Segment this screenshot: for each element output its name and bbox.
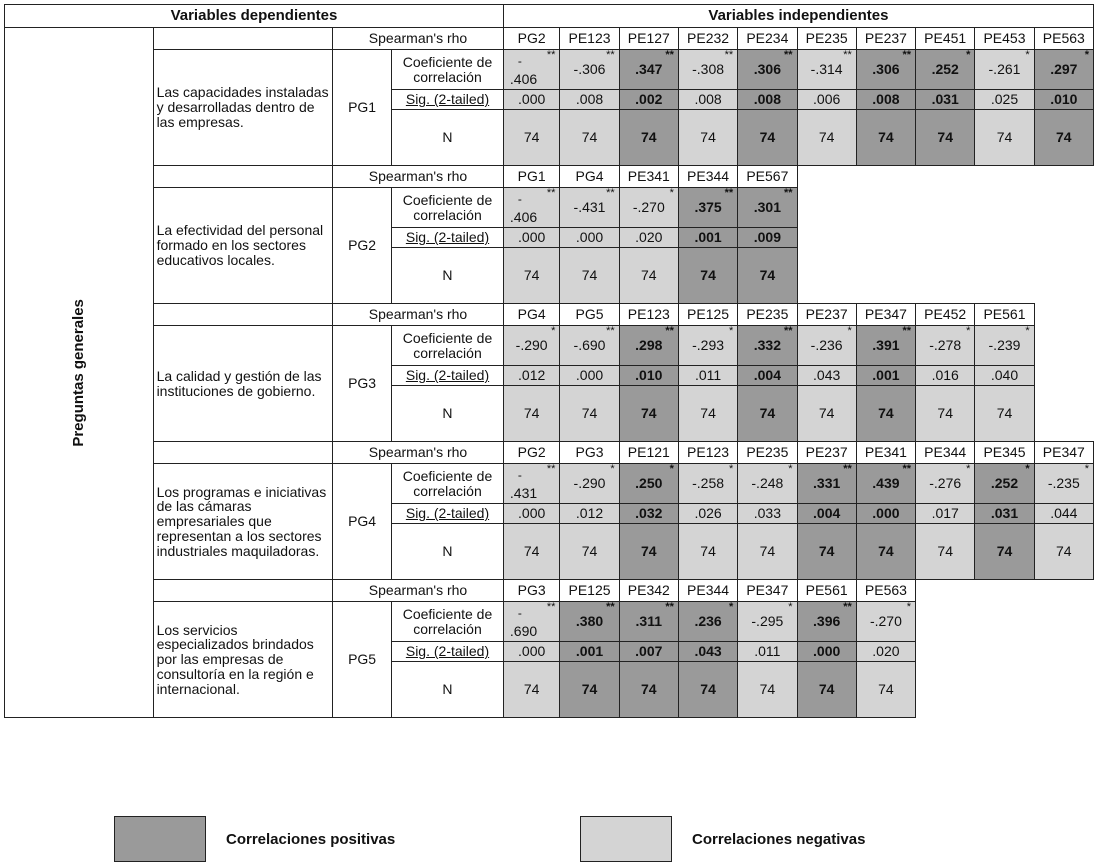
sig-cell: .008 xyxy=(560,90,619,110)
coef-value: .331 xyxy=(813,475,841,492)
var-header: PE123 xyxy=(560,28,619,50)
n-label: N xyxy=(392,524,504,580)
coef-minus: - xyxy=(517,192,522,206)
n-cell: 74 xyxy=(619,248,678,304)
legend-negative xyxy=(580,816,865,862)
n-cell: 74 xyxy=(560,110,619,166)
side-label-text: Preguntas generales xyxy=(69,298,87,447)
n-cell: 74 xyxy=(619,524,678,580)
coef-cell xyxy=(560,50,619,90)
significance-stars: * xyxy=(1025,463,1030,475)
var-header: PE563 xyxy=(856,580,915,602)
question-description: Los servicios especializados brindados por las empresas de consultoría en la región e internacional. xyxy=(153,602,333,718)
var-header: PG1 xyxy=(503,166,559,188)
side-label xyxy=(5,28,154,718)
var-header: PE237 xyxy=(797,304,856,326)
header-dependent: Variables dependientes xyxy=(5,5,504,28)
significance-stars: ** xyxy=(546,463,556,475)
coef-value: -.258 xyxy=(692,475,725,492)
n-cell: 74 xyxy=(856,110,915,166)
question-code: PG1 xyxy=(333,50,392,166)
coef-cell xyxy=(619,326,678,366)
coef-value: .306 xyxy=(872,61,900,78)
n-cell: 74 xyxy=(678,662,737,718)
var-header: PE341 xyxy=(856,442,915,464)
n-cell: 74 xyxy=(975,386,1034,442)
n-cell: 74 xyxy=(619,662,678,718)
sig-cell: .044 xyxy=(1034,504,1093,524)
sig-cell: .040 xyxy=(975,366,1034,386)
n-cell: 74 xyxy=(856,524,915,580)
coef-cell xyxy=(797,50,856,90)
var-header: PE567 xyxy=(738,166,797,188)
coef-value: -.306 xyxy=(573,61,606,78)
coef-value: .236 xyxy=(694,613,722,630)
significance-stars: * xyxy=(669,187,674,199)
n-cell: 74 xyxy=(738,386,797,442)
sig-cell: .032 xyxy=(619,504,678,524)
rho-spacer xyxy=(153,304,333,326)
sig-cell: .008 xyxy=(678,90,737,110)
significance-stars: ** xyxy=(665,49,674,61)
coef-cell xyxy=(856,602,915,642)
var-header: PE347 xyxy=(738,580,797,602)
sig-cell: .000 xyxy=(797,642,856,662)
coef-minus: - xyxy=(517,606,522,620)
n-cell: 74 xyxy=(975,110,1034,166)
sig-cell: .011 xyxy=(738,642,797,662)
var-header: PE125 xyxy=(678,304,737,326)
header-independent: Variables independientes xyxy=(503,5,1093,28)
coef-label: Coeficiente de correlación xyxy=(392,326,504,366)
coef-value: .306 xyxy=(753,61,781,78)
significance-stars: ** xyxy=(843,463,852,475)
coef-cell xyxy=(856,50,915,90)
significance-stars: ** xyxy=(546,187,556,199)
coef-cell xyxy=(738,602,797,642)
significance-stars: ** xyxy=(546,601,556,613)
sig-cell: .012 xyxy=(560,504,619,524)
sig-label: Sig. (2-tailed) xyxy=(392,642,504,662)
coef-value: -.278 xyxy=(929,337,962,354)
sig-cell: .011 xyxy=(678,366,737,386)
coef-value: -.261 xyxy=(988,61,1021,78)
coef-cell xyxy=(916,50,975,90)
coef-minus: - xyxy=(517,468,522,482)
rho-spacer xyxy=(153,28,333,50)
coef-value: -.248 xyxy=(751,475,784,492)
sig-cell: .026 xyxy=(678,504,737,524)
coef-cell xyxy=(975,326,1034,366)
coef-value: -.314 xyxy=(810,61,843,78)
significance-stars: * xyxy=(610,463,615,475)
sig-cell: .031 xyxy=(916,90,975,110)
significance-stars: ** xyxy=(783,49,793,61)
n-cell: 74 xyxy=(975,524,1034,580)
sig-cell: .043 xyxy=(797,366,856,386)
var-header: PE451 xyxy=(916,28,975,50)
significance-stars: ** xyxy=(606,49,615,61)
significance-stars: ** xyxy=(724,187,734,199)
coef-cell xyxy=(856,464,915,504)
n-cell: 74 xyxy=(560,248,619,304)
coef-value: -.431 xyxy=(573,199,606,216)
coef-label: Coeficiente de correlación xyxy=(392,50,504,90)
n-cell: 74 xyxy=(560,662,619,718)
var-header: PE561 xyxy=(975,304,1034,326)
var-header: PE341 xyxy=(619,166,678,188)
sig-cell: .002 xyxy=(619,90,678,110)
sig-cell: .000 xyxy=(503,504,559,524)
n-cell: 74 xyxy=(503,110,559,166)
significance-stars: * xyxy=(669,463,674,475)
n-label: N xyxy=(392,248,504,304)
var-header: PE232 xyxy=(678,28,737,50)
var-header: PE123 xyxy=(678,442,737,464)
rho-label: Spearman's rho xyxy=(333,304,504,326)
sig-label: Sig. (2-tailed) xyxy=(392,90,504,110)
sig-cell: .020 xyxy=(856,642,915,662)
coef-cell xyxy=(738,464,797,504)
coef-cell xyxy=(916,326,975,366)
question-description: La efectividad del personal formado en los sectores educativos locales. xyxy=(153,188,333,304)
n-cell: 74 xyxy=(619,110,678,166)
var-header: PE235 xyxy=(797,28,856,50)
coef-value: .396 xyxy=(813,613,841,630)
sig-cell: .000 xyxy=(503,90,559,110)
coef-value: .380 xyxy=(575,613,604,630)
var-header: PE234 xyxy=(738,28,797,50)
sig-cell: .008 xyxy=(738,90,797,110)
sig-label: Sig. (2-tailed) xyxy=(392,228,504,248)
var-header: PE237 xyxy=(797,442,856,464)
coef-cell xyxy=(503,50,559,90)
var-header: PE347 xyxy=(856,304,915,326)
significance-stars: * xyxy=(966,325,971,337)
n-cell: 74 xyxy=(678,248,737,304)
significance-stars: ** xyxy=(783,187,793,199)
sig-cell: .000 xyxy=(856,504,915,524)
coef-cell xyxy=(797,602,856,642)
var-header: PE344 xyxy=(678,580,737,602)
n-label: N xyxy=(392,662,504,718)
n-cell: 74 xyxy=(678,386,737,442)
significance-stars: ** xyxy=(606,325,615,337)
coef-value: .252 xyxy=(990,475,1019,492)
var-header: PE347 xyxy=(1034,442,1093,464)
coef-cell xyxy=(619,50,678,90)
coef-value: .347 xyxy=(635,61,663,78)
coef-cell xyxy=(560,326,619,366)
var-header: PG4 xyxy=(560,166,619,188)
var-header: PE123 xyxy=(619,304,678,326)
sig-cell: .001 xyxy=(560,642,619,662)
var-header: PE344 xyxy=(678,166,737,188)
sig-cell: .007 xyxy=(619,642,678,662)
sig-cell: .000 xyxy=(503,228,559,248)
var-header: PE453 xyxy=(975,28,1034,50)
significance-stars: ** xyxy=(783,325,793,337)
significance-stars: * xyxy=(966,49,971,61)
coef-value: -.270 xyxy=(869,613,902,630)
coef-cell xyxy=(619,188,678,228)
n-cell: 74 xyxy=(916,110,975,166)
significance-stars: * xyxy=(728,463,734,475)
n-cell: 74 xyxy=(856,386,915,442)
coef-cell xyxy=(560,464,619,504)
n-cell: 74 xyxy=(916,386,975,442)
rho-label: Spearman's rho xyxy=(333,442,504,464)
n-cell: 74 xyxy=(738,110,797,166)
significance-stars: ** xyxy=(606,601,615,613)
question-code: PG4 xyxy=(333,464,392,580)
coef-value: .406 xyxy=(509,71,538,88)
question-code: PG3 xyxy=(333,326,392,442)
sig-cell: .008 xyxy=(856,90,915,110)
coef-cell xyxy=(856,326,915,366)
coef-label: Coeficiente de correlación xyxy=(392,602,504,642)
var-header: PE127 xyxy=(619,28,678,50)
n-cell: 74 xyxy=(503,386,559,442)
significance-stars: ** xyxy=(665,601,674,613)
sig-cell: .020 xyxy=(619,228,678,248)
legend-positive xyxy=(114,816,395,862)
coef-value: -.295 xyxy=(751,613,784,630)
sig-cell: .025 xyxy=(975,90,1034,110)
sig-cell: .000 xyxy=(503,642,559,662)
coef-value: .297 xyxy=(1050,61,1078,78)
coef-cell xyxy=(619,602,678,642)
significance-stars: * xyxy=(1025,49,1030,61)
rho-label: Spearman's rho xyxy=(333,28,504,50)
n-label: N xyxy=(392,386,504,442)
n-cell: 74 xyxy=(738,662,797,718)
sig-cell: .012 xyxy=(503,366,559,386)
rho-spacer xyxy=(153,442,333,464)
coef-value: -.290 xyxy=(573,475,606,492)
coef-cell xyxy=(560,188,619,228)
coef-cell xyxy=(678,464,737,504)
var-header: PG3 xyxy=(503,580,559,602)
var-header: PG4 xyxy=(503,304,559,326)
n-label: N xyxy=(392,110,504,166)
coef-value: .332 xyxy=(753,337,781,354)
n-cell: 74 xyxy=(797,386,856,442)
n-cell: 74 xyxy=(678,110,737,166)
coef-cell xyxy=(916,464,975,504)
n-cell: 74 xyxy=(738,524,797,580)
blank-cell xyxy=(916,580,1094,718)
significance-stars: ** xyxy=(665,325,674,337)
coef-value: -.308 xyxy=(692,61,725,78)
n-cell: 74 xyxy=(503,524,559,580)
sig-cell: .017 xyxy=(916,504,975,524)
coef-label: Coeficiente de correlación xyxy=(392,464,504,504)
significance-stars: * xyxy=(728,325,734,337)
coef-minus: - xyxy=(517,54,522,68)
blank-cell xyxy=(797,166,1094,304)
question-description: Los programas e iniciativas de las cámaras empresariales que representan a los sectores industriales maquiladoras. xyxy=(153,464,333,580)
coef-value: -.235 xyxy=(1047,475,1080,492)
legend-negative-label: Correlaciones negativas xyxy=(692,830,866,848)
coef-cell xyxy=(678,50,737,90)
coef-cell xyxy=(738,326,797,366)
coef-cell xyxy=(1034,464,1093,504)
var-header: PE237 xyxy=(856,28,915,50)
var-header: PE344 xyxy=(916,442,975,464)
sig-cell: .004 xyxy=(738,366,797,386)
n-cell: 74 xyxy=(560,524,619,580)
coef-cell xyxy=(797,326,856,366)
significance-stars: ** xyxy=(546,49,556,61)
var-header: PG2 xyxy=(503,442,559,464)
coef-value: .391 xyxy=(872,337,900,354)
sig-label: Sig. (2-tailed) xyxy=(392,366,504,386)
n-cell: 74 xyxy=(560,386,619,442)
var-header: PE561 xyxy=(797,580,856,602)
legend-positive-swatch xyxy=(114,816,206,862)
var-header: PE235 xyxy=(738,442,797,464)
correlation-table xyxy=(4,4,1094,718)
n-cell: 74 xyxy=(797,110,856,166)
coef-value: .298 xyxy=(635,337,663,354)
var-header: PE342 xyxy=(619,580,678,602)
coef-label: Coeficiente de correlación xyxy=(392,188,504,228)
n-cell: 74 xyxy=(738,248,797,304)
coef-cell xyxy=(975,464,1034,504)
significance-stars: * xyxy=(1084,463,1089,475)
coef-cell xyxy=(738,188,797,228)
var-header: PE563 xyxy=(1034,28,1093,50)
significance-stars: * xyxy=(551,325,556,337)
sig-cell: .033 xyxy=(738,504,797,524)
coef-value: .406 xyxy=(509,209,538,226)
significance-stars: ** xyxy=(843,601,852,613)
coef-cell xyxy=(560,602,619,642)
n-cell: 74 xyxy=(916,524,975,580)
question-code: PG2 xyxy=(333,188,392,304)
coef-value: -.290 xyxy=(515,337,548,354)
coef-cell xyxy=(503,326,559,366)
var-header: PE345 xyxy=(975,442,1034,464)
n-cell: 74 xyxy=(619,386,678,442)
coef-value: .690 xyxy=(509,623,538,640)
coef-value: -.690 xyxy=(573,337,606,354)
sig-cell: .000 xyxy=(560,228,619,248)
legend-negative-swatch xyxy=(580,816,672,862)
significance-stars: ** xyxy=(724,49,734,61)
significance-stars: ** xyxy=(606,187,615,199)
sig-cell: .004 xyxy=(797,504,856,524)
sig-cell: .006 xyxy=(797,90,856,110)
coef-value: -.236 xyxy=(810,337,843,354)
coef-cell xyxy=(678,326,737,366)
n-cell: 74 xyxy=(678,524,737,580)
coef-value: -.239 xyxy=(988,337,1021,354)
significance-stars: * xyxy=(728,601,734,613)
question-code: PG5 xyxy=(333,602,392,718)
coef-value: .252 xyxy=(931,61,959,78)
n-cell: 74 xyxy=(797,662,856,718)
var-header: PE121 xyxy=(619,442,678,464)
sig-cell: .000 xyxy=(560,366,619,386)
var-header: PG2 xyxy=(503,28,559,50)
rho-spacer xyxy=(153,580,333,602)
n-cell: 74 xyxy=(1034,524,1093,580)
significance-stars: ** xyxy=(902,463,912,475)
significance-stars: * xyxy=(847,325,852,337)
n-cell: 74 xyxy=(1034,110,1093,166)
rho-label: Spearman's rho xyxy=(333,166,504,188)
sig-cell: .009 xyxy=(738,228,797,248)
var-header: PE235 xyxy=(738,304,797,326)
coef-value: .375 xyxy=(694,199,722,216)
n-cell: 74 xyxy=(503,662,559,718)
rho-label: Spearman's rho xyxy=(333,580,504,602)
sig-cell: .043 xyxy=(678,642,737,662)
coef-cell xyxy=(738,50,797,90)
blank-cell xyxy=(1034,304,1093,442)
n-cell: 74 xyxy=(503,248,559,304)
coef-value: .311 xyxy=(635,613,663,630)
significance-stars: ** xyxy=(902,49,912,61)
question-description: La calidad y gestión de las instituciones de gobierno. xyxy=(153,326,333,442)
significance-stars: ** xyxy=(902,325,912,337)
sig-cell: .001 xyxy=(678,228,737,248)
var-header: PG3 xyxy=(560,442,619,464)
sig-cell: .031 xyxy=(975,504,1034,524)
sig-label: Sig. (2-tailed) xyxy=(392,504,504,524)
sig-cell: .010 xyxy=(1034,90,1093,110)
coef-cell xyxy=(797,464,856,504)
legend-positive-label: Correlaciones positivas xyxy=(226,830,396,848)
coef-value: -.293 xyxy=(692,337,725,354)
coef-value: .439 xyxy=(872,475,900,492)
coef-cell xyxy=(1034,50,1093,90)
var-header: PE125 xyxy=(560,580,619,602)
coef-value: -.270 xyxy=(632,199,665,216)
var-header: PG5 xyxy=(560,304,619,326)
significance-stars: * xyxy=(788,601,793,613)
coef-cell xyxy=(503,464,559,504)
coef-cell xyxy=(503,602,559,642)
sig-cell: .001 xyxy=(856,366,915,386)
coef-cell xyxy=(975,50,1034,90)
question-description: Las capacidades instaladas y desarrolladas dentro de las empresas. xyxy=(153,50,333,166)
n-cell: 74 xyxy=(856,662,915,718)
coef-value: .431 xyxy=(509,485,538,502)
significance-stars: ** xyxy=(843,49,852,61)
significance-stars: * xyxy=(966,463,971,475)
sig-cell: .016 xyxy=(916,366,975,386)
coef-value: .250 xyxy=(635,475,663,492)
sig-cell: .010 xyxy=(619,366,678,386)
coef-value: .301 xyxy=(753,199,781,216)
n-cell: 74 xyxy=(797,524,856,580)
rho-spacer xyxy=(153,166,333,188)
coef-value: -.276 xyxy=(929,475,962,492)
var-header: PE452 xyxy=(916,304,975,326)
significance-stars: * xyxy=(1084,49,1089,61)
significance-stars: * xyxy=(788,463,793,475)
coef-cell xyxy=(678,188,737,228)
coef-cell xyxy=(678,602,737,642)
significance-stars: * xyxy=(906,601,912,613)
significance-stars: * xyxy=(1025,325,1030,337)
coef-cell xyxy=(503,188,559,228)
coef-cell xyxy=(619,464,678,504)
